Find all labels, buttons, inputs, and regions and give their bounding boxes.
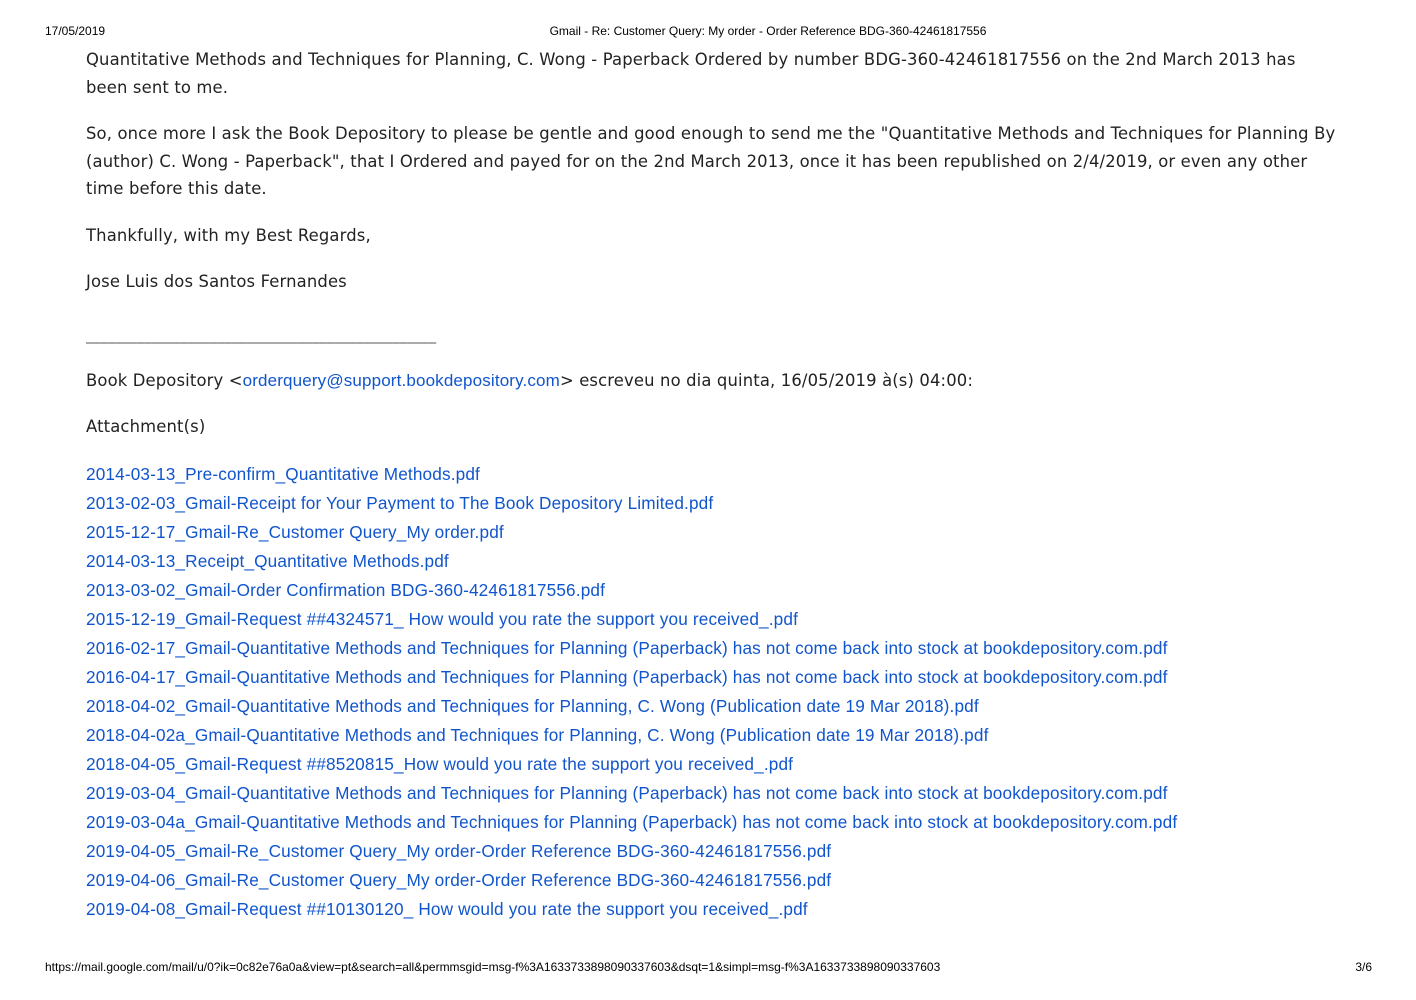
quote-separator: ________________________________________________ — [86, 327, 437, 344]
body-paragraph-1: Quantitative Methods and Techniques for Planning, C. Wong - Paperback Ordered by number BDG-360-42461817556 on the 2nd March 2013 has been sent to me. — [86, 50, 1296, 97]
attachment-item — [86, 547, 1336, 576]
body-paragraph-2: So, once more I ask the Book Depository to please be gentle and good enough to send me the "Quantitative Methods and Techniques for Planning By (author) C. Wong - Paperback", that I Ordered and payed for on the 2nd March 2013, once it has been republished on 2/4/2019, or even any other time before this date. — [86, 124, 1336, 198]
print-footer-url: https://mail.google.com/mail/u/0?ik=0c82e76a0a&view=pt&search=all&permmsgid=msg-f%3A1633733898090337603&dsqt=1&simpl=msg-f%3A1633733898090337603 — [45, 960, 941, 974]
attachment-link[interactable]: 2014-03-13_Pre-confirm_Quantitative Methods.pdf — [86, 464, 480, 484]
attachment-link[interactable]: 2014-03-13_Receipt_Quantitative Methods.pdf — [86, 551, 449, 571]
attachment-link[interactable]: 2019-04-05_Gmail-Re_Customer Query_My order-Order Reference BDG-360-42461817556.pdf — [86, 841, 832, 861]
attachment-item — [86, 692, 1336, 721]
attachment-link[interactable]: 2016-04-17_Gmail-Quantitative Methods and Techniques for Planning (Paperback) has not come back into stock at bookdepository.com.pdf — [86, 667, 1168, 687]
attachment-item — [86, 837, 1336, 866]
attachment-item — [86, 866, 1336, 895]
attachment-link[interactable]: 2013-02-03_Gmail-Receipt for Your Payment to The Book Depository Limited.pdf — [86, 493, 714, 513]
attachment-item — [86, 576, 1336, 605]
closing-line: Thankfully, with my Best Regards, — [86, 225, 371, 245]
attachment-item — [86, 489, 1336, 518]
attachment-item — [86, 605, 1336, 634]
email-body — [86, 46, 1336, 924]
attachment-link[interactable]: 2019-03-04a_Gmail-Quantitative Methods and Techniques for Planning (Paperback) has not come back into stock at bookdepository.com.pdf — [86, 812, 1178, 832]
attachment-item — [86, 750, 1336, 779]
attachment-item — [86, 460, 1336, 489]
attachment-link[interactable]: 2018-04-02_Gmail-Quantitative Methods and Techniques for Planning, C. Wong (Publication date 19 Mar 2018).pdf — [86, 696, 979, 716]
quote-suffix: > escreveu no dia quinta, 16/05/2019 à(s) 04:00: — [559, 370, 974, 390]
quote-prefix: Book Depository < — [86, 370, 243, 390]
page-number: 3/6 — [1355, 960, 1372, 974]
attachment-link[interactable]: 2015-12-19_Gmail-Request ##4324571_ How would you rate the support you received_.pdf — [86, 609, 799, 629]
attachment-link[interactable]: 2013-03-02_Gmail-Order Confirmation BDG-360-42461817556.pdf — [86, 580, 606, 600]
attachment-item — [86, 808, 1336, 837]
attachment-link[interactable]: 2019-04-06_Gmail-Re_Customer Query_My order-Order Reference BDG-360-42461817556.pdf — [86, 870, 832, 890]
attachment-item — [86, 634, 1336, 663]
attachment-item — [86, 663, 1336, 692]
print-date: 17/05/2019 — [45, 24, 106, 38]
attachment-link[interactable]: 2015-12-17_Gmail-Re_Customer Query_My order.pdf — [86, 522, 504, 542]
print-page-title: Gmail - Re: Customer Query: My order - Order Reference BDG-360-42461817556 — [549, 24, 987, 38]
sender-email-link[interactable]: orderquery@support.bookdepository.com — [242, 370, 560, 390]
quote-header — [86, 367, 1336, 395]
attachment-link[interactable]: 2018-04-05_Gmail-Request ##8520815_How would you rate the support you received_.pdf — [86, 754, 794, 774]
attachment-link[interactable]: 2016-02-17_Gmail-Quantitative Methods and Techniques for Planning (Paperback) has not come back into stock at bookdepository.com.pdf — [86, 638, 1168, 658]
attachment-link[interactable]: 2018-04-02a_Gmail-Quantitative Methods and Techniques for Planning, C. Wong (Publication date 19 Mar 2018).pdf — [86, 725, 989, 745]
signature: Jose Luis dos Santos Fernandes — [86, 272, 347, 291]
attachments-heading: Attachment(s) — [86, 417, 206, 436]
attachment-item — [86, 895, 1336, 924]
attachment-link[interactable]: 2019-03-04_Gmail-Quantitative Methods and Techniques for Planning (Paperback) has not come back into stock at bookdepository.com.pdf — [86, 783, 1168, 803]
attachment-item — [86, 721, 1336, 750]
attachment-item — [86, 779, 1336, 808]
attachment-link[interactable]: 2019-04-08_Gmail-Request ##10130120_ How would you rate the support you received_.pdf — [86, 899, 808, 919]
attachment-item — [86, 518, 1336, 547]
attachment-list — [86, 460, 1336, 924]
